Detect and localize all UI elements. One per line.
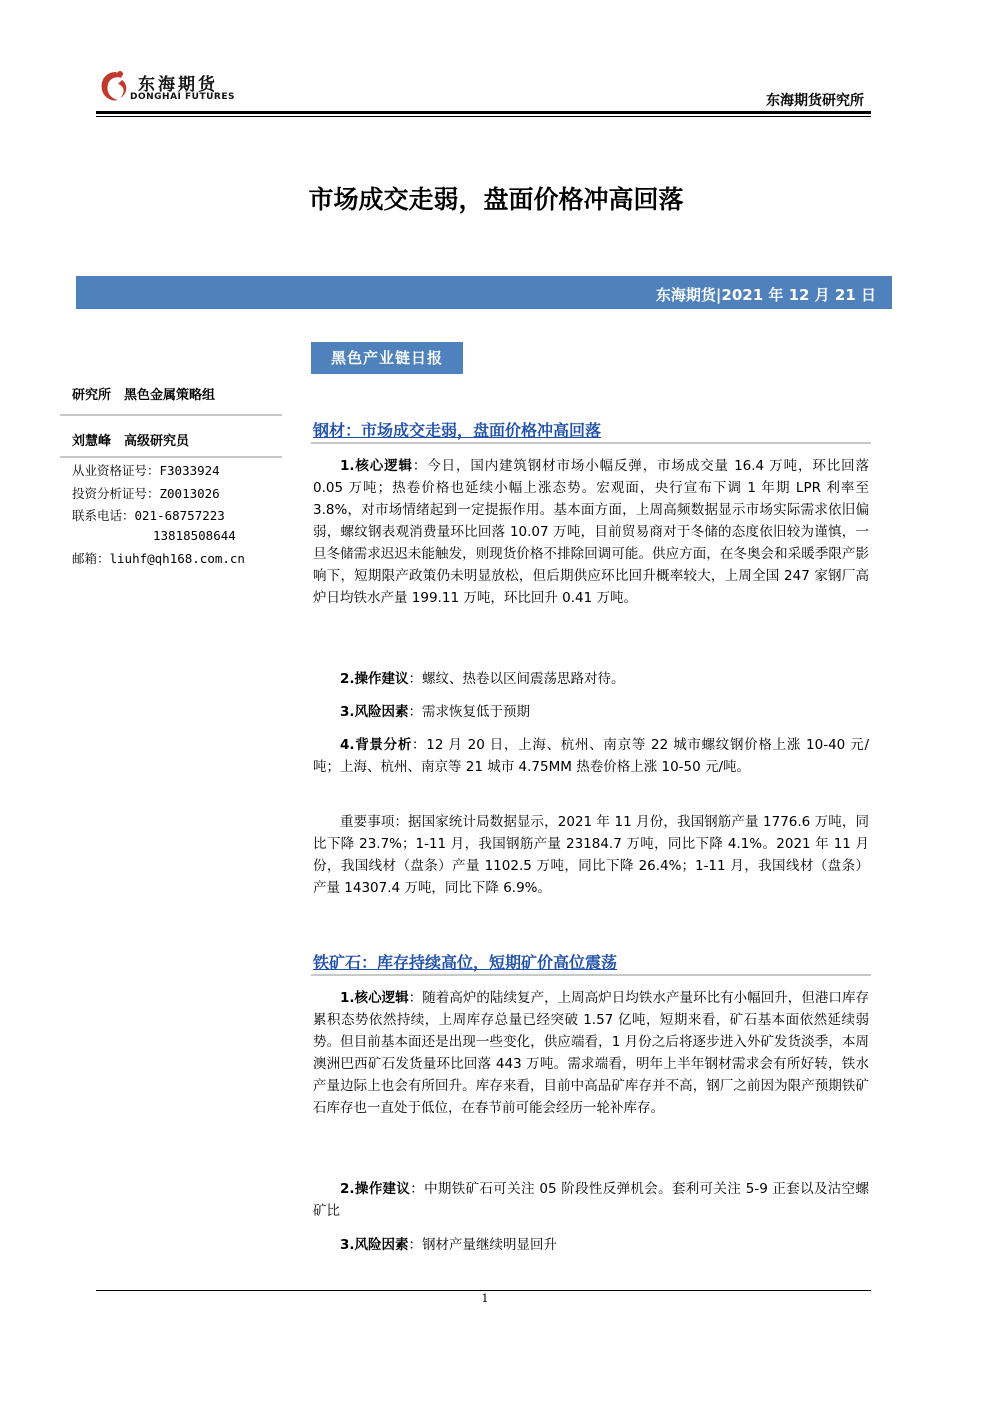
ore-risk-factor-label: 3.风险因素 [340,1237,409,1253]
section-title-steel: 钢材：市场成交走弱，盘面价格冲高回落 [313,421,602,440]
ore-risk-factor [313,1234,869,1256]
ore-operation-advice-text: ：中期铁矿石可关注 05 阶段性反弹机会。套利可关注 5-9 正套以及沽空螺矿比 [313,1181,869,1219]
sidebar-divider [60,456,282,458]
section-divider [311,442,871,444]
page-number: 1 [481,1292,489,1305]
sidebar-phone: 联系电话：021-68757223 [72,508,225,523]
header-rule-thin [96,116,871,117]
sidebar-divider [60,414,282,416]
ore-operation-advice [313,1178,869,1222]
steel-operation-advice-text: ：螺纹、热卷以区间震荡思路对待。 [408,671,625,687]
ore-core-logic-text: ：随着高炉的陆续复产，上周高炉日均铁水产量环比有小幅回升，但港口库存累积态势依然持续，上周库存总量已经突破 1.57 亿吨，短期来看，矿石基本面依然延续弱势。但目前基本面还是出现一些变化，供应端看，1 月份之后将逐步进入外矿发货淡季，本周澳洲巴西矿石发货量环比回落 443 万吨。需求端看，明年上半年钢材需求会有所好转，铁水产量边际上也会有所回升。库存来看，目前中高品矿库存并不高，钢厂之前因为限产预期铁矿石库存也一直处于低位，在春节前可能会经历一轮补库存。 [313,990,869,1116]
steel-operation-advice-label: 2.操作建议 [340,671,409,687]
footer-rule [96,1290,871,1291]
ore-operation-advice-label: 2.操作建议 [340,1181,411,1197]
header-institute-label: 东海期货研究所 [766,93,864,109]
section-title-iron-ore: 铁矿石：库存持续高位，短期矿价高位震荡 [313,953,618,972]
header-rule [96,111,871,114]
sidebar-qualification-id: 从业资格证号：F3033924 [72,463,220,478]
steel-core-logic [313,455,869,609]
logo-chinese-name: 东海期货 [138,75,218,95]
sidebar-analyst: 刘慧峰 高级研究员 [72,434,190,449]
date-banner-text: 东海期货|2021 年 12 月 21 日 [655,286,876,304]
logo-english-name: DONGHAI FUTURES [130,92,235,102]
steel-background-analysis [313,734,869,778]
steel-background-analysis-label: 4.背景分析 [340,737,413,753]
sidebar-phone-mobile: 13818508644 [153,528,236,543]
steel-risk-factor-label: 3.风险因素 [340,704,409,720]
section-divider [311,974,871,976]
report-type-tag: 黑色产业链日报 [311,342,463,374]
steel-key-events: 重要事项：据国家统计局数据显示，2021 年 11 月份，我国钢筋产量 1776.6 万吨，同比下降 23.7%；1-11 月，我国钢筋产量 23184.7 万吨，同比下降 4.1%。2021 年 11 月份，我国线材（盘条）产量 1102.5 万吨，同比下降 26.4%；1-11 月，我国线材（盘条）产量 14307.4 万吨，同比下降 6.9%。 [313,814,869,896]
steel-risk-factor [313,701,869,723]
steel-background-analysis-text: ：12 月 20 日，上海、杭州、南京等 22 城市螺纹钢价格上涨 10-40 元/吨；上海、杭州、南京等 21 城市 4.75MM 热卷价格上涨 10-50 元/吨。 [313,737,869,775]
ore-core-logic [313,987,869,1119]
sidebar-investment-id: 投资分析证号：Z0013026 [72,486,220,501]
sidebar-department: 研究所 黑色金属策略组 [72,388,216,403]
steel-operation-advice [313,668,869,690]
steel-core-logic-text: ：今日，国内建筑钢材市场小幅反弹，市场成交量 16.4 万吨，环比回落 0.05 万吨；热卷价格也延续小幅上涨态势。宏观面，央行宣布下调 1 年期 LPR 利率至 3.8%，对市场情绪起到一定提振作用。基本面方面，上周高频数据显示市场实际需求依旧偏弱，螺纹钢表观消费量环比回落 10.07 万吨，目前贸易商对于冬储的态度依旧较为谨慎，一旦冬储需求迟迟未能触发，则现货价格不排除回调可能。供应方面，在冬奥会和采暖季限产影响下，短期限产政策仍未明显放松，但后期供应环比回升概率较大，上周全国 247 家钢厂高炉日均铁水产量 199.11 万吨，环比回升 0.41 万吨。 [313,458,869,606]
ore-risk-factor-text: ：钢材产量继续明显回升 [408,1237,558,1253]
ore-core-logic-label: 1.核心逻辑 [340,990,409,1006]
steel-core-logic-label: 1.核心逻辑 [340,458,413,474]
sidebar-email: 邮箱：liuhf@qh168.com.cn [72,551,245,566]
steel-risk-factor-text: ：需求恢复低于预期 [408,704,531,720]
document-title: 市场成交走弱，盘面价格冲高回落 [308,185,684,214]
